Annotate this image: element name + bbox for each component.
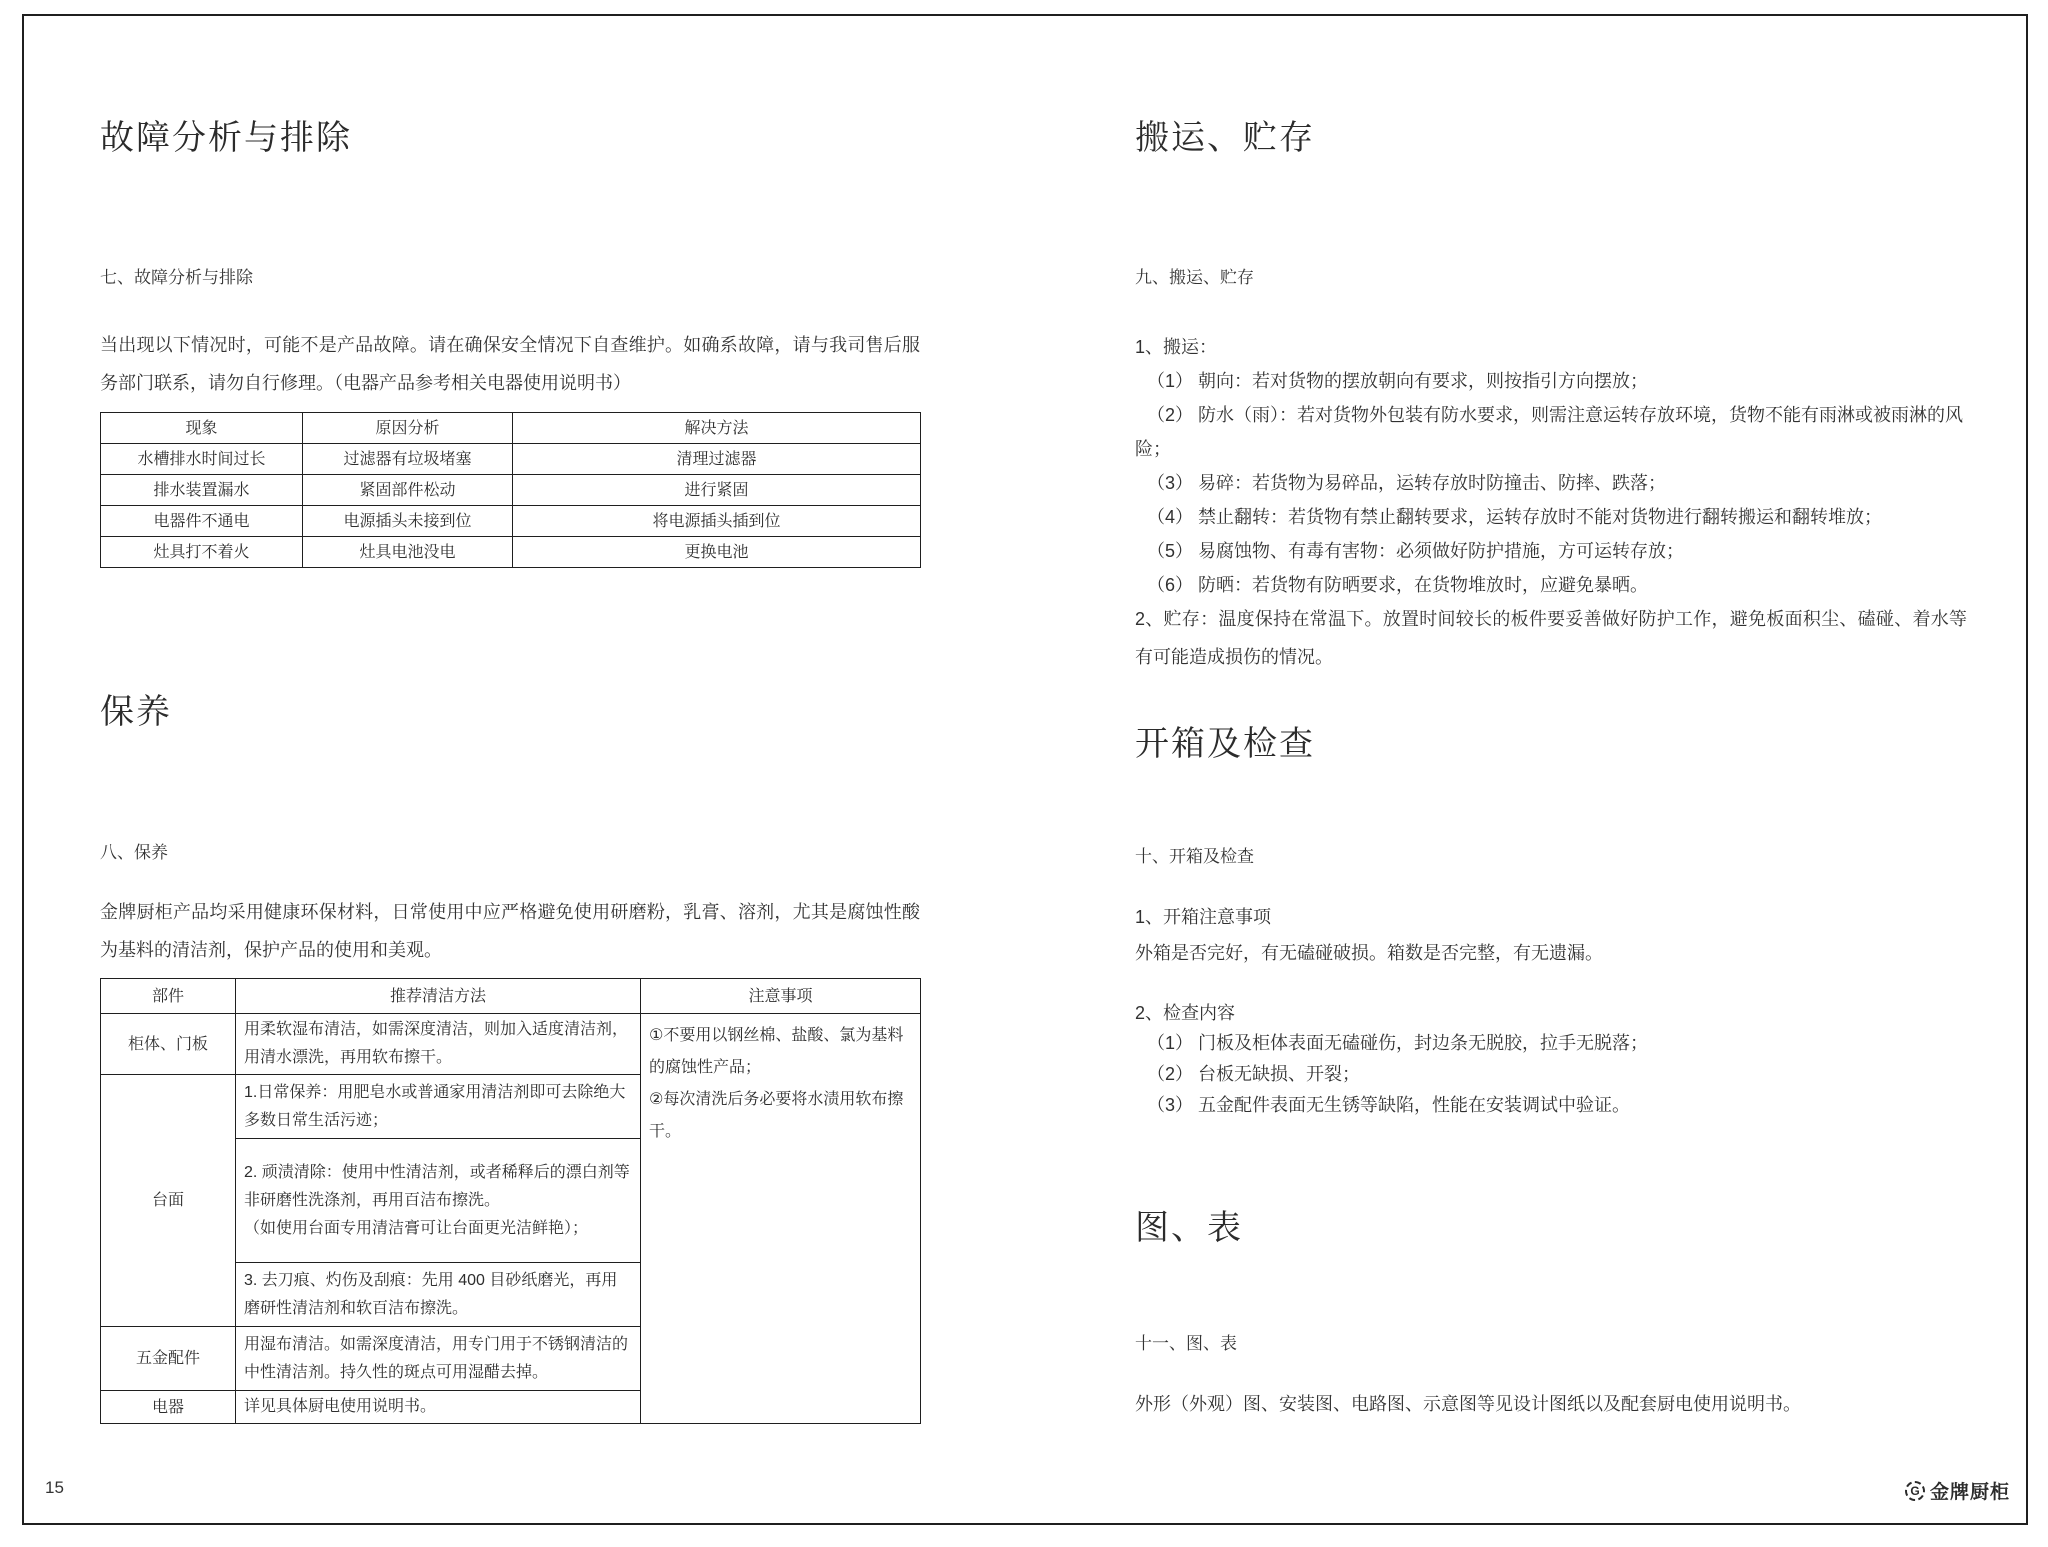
part-cell-hardware: 五金配件 bbox=[101, 1327, 236, 1391]
brand-logo-text: 金牌厨柜 bbox=[1929, 1482, 2010, 1503]
method-text: 2. 顽渍清除：使用中性清洁剂，或者稀释后的漂白剂等非研磨性洗涤剂，再用百洁布擦洗。 bbox=[244, 1163, 630, 1209]
section-heading-unpacking: 十、开箱及检查 bbox=[1135, 847, 1254, 866]
brand-logo bbox=[1905, 1477, 2010, 1504]
section-heading-figures: 十一、图、表 bbox=[1135, 1334, 1237, 1353]
table-cell: 排水装置漏水 bbox=[101, 475, 303, 506]
part-cell-countertop: 台面 bbox=[101, 1075, 236, 1327]
table-row bbox=[101, 537, 921, 568]
method-cell-hardware: 用湿布清洁。如需深度清洁，用专门用于不锈钢清洁的中性清洁剂。持久性的斑点可用湿醋去掉。 bbox=[236, 1327, 641, 1391]
table-header-row bbox=[101, 979, 921, 1014]
table-cell: 过滤器有垃圾堵塞 bbox=[303, 444, 513, 475]
table-cell: 电器件不通电 bbox=[101, 506, 303, 537]
transport-list-item: （6） 防晒：若货物有防晒要求，在货物堆放时，应避免暴晒。 bbox=[1147, 575, 1649, 595]
column-header-symptom: 现象 bbox=[101, 413, 303, 444]
method-cell-counter-stains bbox=[236, 1139, 641, 1263]
table-cell: 电源插头未接到位 bbox=[303, 506, 513, 537]
part-cell-cabinet: 柜体、门板 bbox=[101, 1014, 236, 1075]
unpacking-note-title: 1、开箱注意事项 bbox=[1135, 907, 1272, 927]
unpacking-note-text: 外箱是否完好，有无磕碰破损。箱数是否完整，有无遗漏。 bbox=[1135, 943, 1603, 963]
table-header-row bbox=[101, 413, 921, 444]
part-cell-appliances: 电器 bbox=[101, 1391, 236, 1424]
transport-list-title: 1、搬运： bbox=[1135, 337, 1218, 357]
inspection-title: 2、检查内容 bbox=[1135, 1003, 1236, 1023]
method-cell-appliances: 详见具体厨电使用说明书。 bbox=[236, 1391, 641, 1424]
maintenance-intro: 金牌厨柜产品均采用健康环保材料，日常使用中应严格避免使用研磨粉，乳膏、溶剂，尤其是腐蚀性酸为基料的清洁剂，保护产品的使用和美观。 bbox=[100, 902, 920, 960]
page-title-figures: 图、表 bbox=[1135, 1209, 1243, 1247]
table-cell: 将电源插头插到位 bbox=[513, 506, 921, 537]
table-row bbox=[101, 1014, 921, 1075]
troubleshooting-intro: 当出现以下情况时，可能不是产品故障。请在确保安全情况下自查维护。如确系故障，请与我司售后服务部门联系，请勿自行修理。（电器产品参考相关电器使用说明书） bbox=[100, 335, 920, 393]
figures-text: 外形（外观）图、安装图、电路图、示意图等见设计图纸以及配套厨电使用说明书。 bbox=[1135, 1394, 1801, 1414]
table-cell: 清理过滤器 bbox=[513, 444, 921, 475]
transport-list-item: （2） 防水（雨）：若对货物外包装有防水要求，则需注意运转存放环境，货物不能有雨淋或被雨淋的风险； bbox=[1135, 405, 1964, 459]
inspection-list bbox=[1135, 1028, 1967, 1121]
transport-list bbox=[1135, 330, 1967, 602]
method-cell-counter-daily: 1.日常保养：用肥皂水或普通家用清洁剂即可去除绝大多数日常生活污迹； bbox=[236, 1075, 641, 1139]
brand-g-icon: G bbox=[1905, 1481, 1925, 1501]
table-cell: 水槽排水时间过长 bbox=[101, 444, 303, 475]
page-title-maintenance: 保养 bbox=[100, 693, 172, 731]
table-cell: 紧固部件松动 bbox=[303, 475, 513, 506]
column-header-notes: 注意事项 bbox=[641, 979, 921, 1014]
table-cell: 更换电池 bbox=[513, 537, 921, 568]
inspection-item: （1） 门板及柜体表面无磕碰伤，封边条无脱胶，拉手无脱落； bbox=[1147, 1033, 1649, 1053]
page-title-unpacking: 开箱及检查 bbox=[1135, 725, 1315, 763]
section-heading-transport-storage: 九、搬运、贮存 bbox=[1135, 268, 1254, 287]
transport-list-item: （1） 朝向：若对货物的摆放朝向有要求，则按指引方向摆放； bbox=[1147, 371, 1649, 391]
method-text: （如使用台面专用清洁膏可让台面更光洁鲜艳）； bbox=[244, 1219, 589, 1237]
table-row bbox=[101, 506, 921, 537]
table-cell: 灶具打不着火 bbox=[101, 537, 303, 568]
page-title-transport-storage: 搬运、贮存 bbox=[1135, 119, 1315, 157]
table-cell: 灶具电池没电 bbox=[303, 537, 513, 568]
transport-list-item: （5） 易腐蚀物、有毒有害物：必须做好防护措施，方可运转存放； bbox=[1147, 541, 1685, 561]
note-item: ①不要用以钢丝棉、盐酸、氯为基料的腐蚀性产品； bbox=[649, 1027, 904, 1076]
table-cell: 进行紧固 bbox=[513, 475, 921, 506]
column-header-method: 推荐清洁方法 bbox=[236, 979, 641, 1014]
troubleshooting-table bbox=[100, 412, 921, 568]
note-item: ②每次清洗后务必要将水渍用软布擦干。 bbox=[649, 1091, 904, 1140]
section-heading-troubleshooting: 七、故障分析与排除 bbox=[100, 268, 253, 287]
method-cell-cabinet: 用柔软湿布清洁，如需深度清洁，则加入适度清洁剂，用清水漂洗，再用软布擦干。 bbox=[236, 1014, 641, 1075]
page-number: 15 bbox=[45, 1478, 64, 1497]
transport-list-item: （4） 禁止翻转：若货物有禁止翻转要求，运转存放时不能对货物进行翻转搬运和翻转堆放； bbox=[1147, 507, 1883, 527]
method-cell-counter-scratches: 3. 去刀痕、灼伤及刮痕：先用 400 目砂纸磨光，再用磨研性清洁剂和软百洁布擦洗。 bbox=[236, 1263, 641, 1327]
transport-list-item: （3） 易碎：若货物为易碎品，运转存放时防撞击、防摔、跌落； bbox=[1147, 473, 1667, 493]
storage-paragraph: 2、贮存：温度保持在常温下。放置时间较长的板件要妥善做好防护工作，避免板面积尘、磕碰、着水等有可能造成损伤的情况。 bbox=[1135, 609, 1967, 667]
section-heading-maintenance: 八、保养 bbox=[100, 843, 168, 862]
column-header-solution: 解决方法 bbox=[513, 413, 921, 444]
table-row bbox=[101, 444, 921, 475]
maintenance-table bbox=[100, 978, 921, 1424]
column-header-part: 部件 bbox=[101, 979, 236, 1014]
table-row bbox=[101, 475, 921, 506]
inspection-item: （2） 台板无缺损、开裂； bbox=[1147, 1064, 1361, 1084]
column-header-cause: 原因分析 bbox=[303, 413, 513, 444]
inspection-item: （3） 五金配件表面无生锈等缺陷，性能在安装调试中验证。 bbox=[1147, 1095, 1631, 1115]
page-title-troubleshooting: 故障分析与排除 bbox=[100, 119, 352, 157]
notes-cell bbox=[641, 1014, 921, 1424]
